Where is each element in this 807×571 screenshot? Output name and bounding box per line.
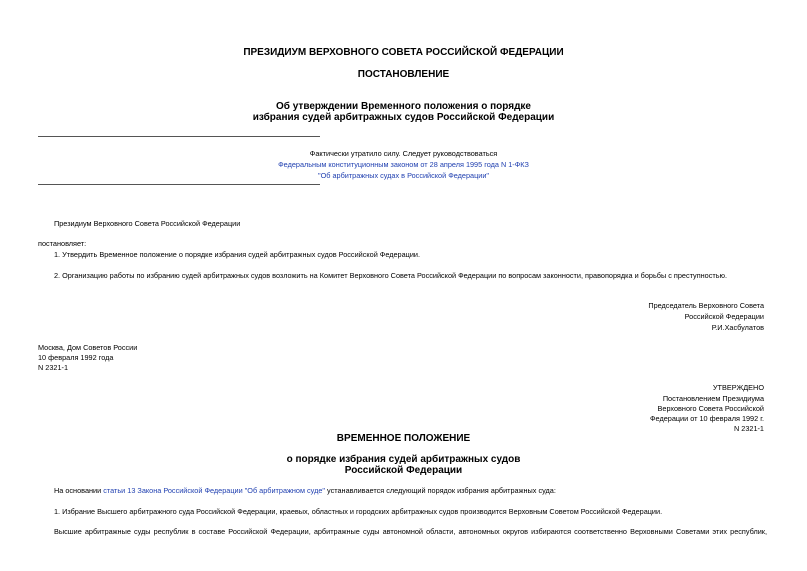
signature-org: Российской Федерации bbox=[684, 312, 764, 321]
divider-top bbox=[38, 136, 320, 137]
regulation-paragraph: Высшие арбитражные суды республик в составе Российской Федерации, арбитражные суды автономной области, автономных округов избираются соответственно Верховными Советами этих республик, bbox=[54, 527, 767, 536]
regulation-basis bbox=[54, 486, 556, 495]
signature-position: Председатель Верховного Совета bbox=[648, 301, 764, 310]
issuer-heading: ПРЕЗИДИУМ ВЕРХОВНОГО СОВЕТА РОССИЙСКОЙ ФЕДЕРАЦИИ bbox=[243, 47, 564, 58]
basis-suffix: устанавливается следующий порядок избрания арбитражных суда: bbox=[324, 486, 556, 495]
approval-line-4: Федерации от 10 февраля 1992 г. bbox=[650, 414, 764, 423]
approval-line-2: Постановлением Президиума bbox=[662, 394, 764, 403]
resolution-item-1: 1. Утвердить Временное положение о порядке избрания судей арбитражных судов Российской Федерации. bbox=[54, 250, 421, 259]
regulation-point-1: 1. Избрание Высшего арбитражного суда Российской Федерации, краевых, областных и городских арбитражных судов производится Верховным Советом Российской Федерации. bbox=[54, 507, 663, 516]
place-text: Москва, Дом Советов России bbox=[38, 343, 138, 352]
basis-law-link[interactable]: статьи 13 Закона Российской Федерации "Об арбитражном суде" bbox=[103, 486, 325, 495]
resolution-item-2: 2. Организацию работы по избранию судей арбитражных судов возложить на Комитет Верховного Совета Российской Федерации по вопросам законности, правопорядка и борьбы с преступностью. bbox=[54, 271, 728, 280]
basis-prefix: На основании bbox=[54, 486, 104, 495]
doc-title-line-1: Об утверждении Временного положения о порядке bbox=[276, 101, 531, 112]
regulation-subtitle-line-1: о порядке избрания судей арбитражных судов bbox=[286, 454, 521, 465]
approval-stamp: УТВЕРЖДЕНО bbox=[712, 383, 764, 392]
approval-line-5: N 2321-1 bbox=[733, 424, 764, 433]
regulation-subtitle-line-2: Российской Федерации bbox=[344, 465, 463, 476]
doc-type-heading: ПОСТАНОВЛЕНИЕ bbox=[357, 69, 450, 80]
status-law-link[interactable]: Федеральным конституционным законом от 28 апреля 1995 года N 1-ФКЗ bbox=[278, 160, 529, 169]
status-note: Фактически утратило силу. Следует руководствоваться bbox=[309, 149, 498, 158]
preamble-text: Президиум Верховного Совета Российской Федерации bbox=[54, 219, 241, 228]
date-text: 10 февраля 1992 года bbox=[38, 353, 114, 362]
approval-line-3: Верховного Совета Российской bbox=[657, 404, 764, 413]
divider-bottom bbox=[38, 184, 320, 185]
regulation-heading: ВРЕМЕННОЕ ПОЛОЖЕНИЕ bbox=[336, 433, 471, 444]
signature-name: Р.И.Хасбулатов bbox=[711, 323, 764, 332]
resolves-text: постановляет: bbox=[38, 239, 87, 248]
doc-title-line-2: избрания судей арбитражных судов Российской Федерации bbox=[252, 112, 555, 123]
status-law-title-link[interactable]: "Об арбитражных судах в Российской Федерации" bbox=[317, 171, 490, 180]
number-text: N 2321-1 bbox=[38, 363, 69, 372]
